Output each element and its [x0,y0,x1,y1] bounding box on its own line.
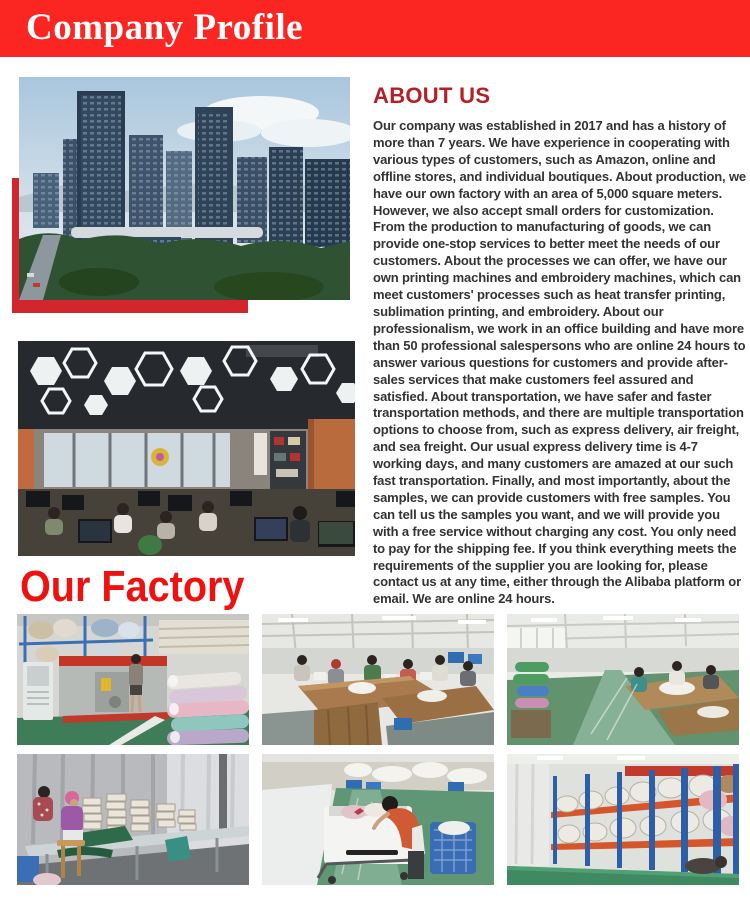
factory-photo-cutting [17,614,249,745]
warehouse-cart-illustration [262,754,494,885]
city-illustration [19,77,350,300]
about-heading: ABOUT US [373,83,491,108]
about-section [373,83,746,608]
factory-photo-cart [262,754,494,885]
about-paragraph: Our company was established in 2017 and has a history of more than 7 years. We have experience in cooperating with various types of customers, such as Amazon, online and offline stores, and individual boutiques. About production, we have our own factory with an area of 5,000 square meters. However, we also accept small orders for customization. From the production to manufacturing of goods, we can provide one-stop services to better meet the needs of our customers. About the processes we can offer, we have our own printing machines and embroidery machines, which can meet customers' processes such as heat transfer printing, sublimation printing, and embroidery. About our professionalism, we work in an office building and have more than 50 professional salespersons who are online 24 hours to answer various questions for customers and provide after-sales services that make customers feel assured and satisfied. About transportation, we have safer and faster transportation methods, and there are multiple transportation options to choose from, such as express delivery, air freight, and sea freight. Our usual express delivery time is 4-7 working days, and many customers are amazed at our such fast transportation. Finally, and most importantly, about the samples, we can provide customers with free samples. You can tell us the samples you want, and we will provide you with a free service without charging any cost. You only need to pay for the shipping fee. If you think everything meets the requirements of the supplier you are looking for, please contact us at any time, either through the Alibaba platform or email. We are online 24 hours. [373,118,746,607]
page-title: Company Profile [26,7,304,48]
factory-photo-racks [507,754,739,885]
factory-photo-packing [17,754,249,885]
page-banner [0,0,750,57]
cutting-machine-illustration [17,614,249,745]
factory-photo-sewing [262,614,494,745]
sewing-workshop-illustration [262,614,494,745]
packing-table-illustration [17,754,249,885]
warehouse-racks-illustration [507,754,739,885]
factory-heading: Our Factory [20,562,245,611]
office-illustration [18,341,355,556]
production-floor-illustration [507,614,739,745]
factory-photo-floor [507,614,739,745]
city-photo [19,77,350,300]
office-photo [18,341,355,556]
